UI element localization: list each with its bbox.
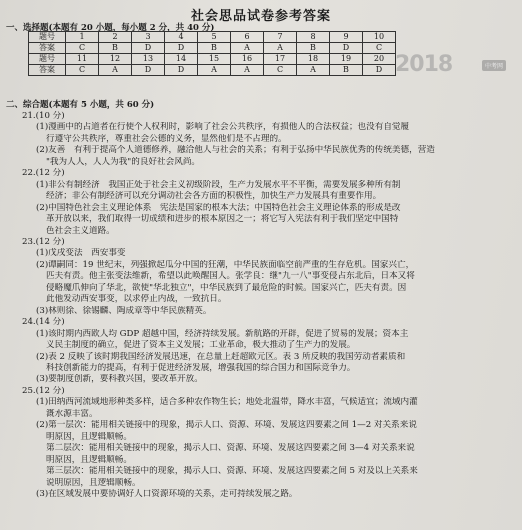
answer-line: (2)第一层次：能用相关链接中的现象，揭示人口、资源、环境、发展这四要素之间 1—2 对关系来说 [36, 420, 417, 431]
question-number: 9 [330, 32, 363, 43]
question-number: 16 [231, 54, 264, 65]
question-number: 15 [198, 54, 231, 65]
answer-line: 革开放以来，我们取得一切成绩和进步的根本原因之一；将它写入宪法有利于我们坚定中国特 [46, 214, 399, 225]
table-row [29, 32, 396, 43]
table-row [29, 54, 396, 65]
answer-line: 明原因，且逻辑顺畅。 [46, 431, 132, 442]
comprehensive-answers [14, 111, 510, 500]
question-number: 8 [297, 32, 330, 43]
question-number: 4 [165, 32, 198, 43]
answer-line: 溉水源丰富。 [46, 408, 98, 419]
answer-line: 明原因，且逻辑顺畅。 [46, 454, 132, 465]
answer-line: 经济；非公有制经济可以充分调动社会各方面的积极性，加快生产力发展具有重要作用。 [46, 191, 382, 202]
question-number: 19 [330, 54, 363, 65]
answer-cell: C [66, 65, 99, 76]
section-2-heading: 二、综合题(本题有 5 小题，共 60 分) [6, 100, 155, 110]
answer-cell: A [198, 65, 231, 76]
answer-line: 义民主制度的确立，促进了资本主义发展；工业革命，极大推动了生产力的发展。 [46, 340, 356, 351]
answer-cell: A [231, 65, 264, 76]
answer-cell: C [264, 65, 297, 76]
question-heading: 23.(12 分) [22, 236, 65, 247]
answer-line: (2)谭嗣同：19 世纪末，列强掀起瓜分中国的狂潮，中华民族面临空前严重的生存危机。国家兴亡， [36, 259, 415, 270]
table-row [29, 65, 396, 76]
table-row [29, 43, 396, 54]
question-number: 18 [297, 54, 330, 65]
answer-line: (2)表 2 反映了该时期我国经济发展迅速，在总量上赶超欧元区。表 3 所反映的我国劳动者素质和 [36, 351, 406, 362]
answer-cell: A [99, 65, 132, 76]
row-label: 题号 [29, 32, 66, 43]
answer-cell: D [330, 43, 363, 54]
answer-cell: A [264, 43, 297, 54]
answer-line: (3)林则徐、徐锡麟、陶成章等中华民族精英。 [36, 305, 212, 316]
answer-cell: B [99, 43, 132, 54]
watermark-badge: 中考网 [482, 60, 506, 71]
answer-line: (3)在区域发展中要协调好人口资源环境的关系，走可持续发展之路。 [36, 488, 298, 499]
question-heading: 21.(10 分) [22, 111, 65, 121]
question-number: 12 [99, 54, 132, 65]
answer-line: 第三层次：能用相关链接中的现象，揭示人口、资源、环境、发展这四要素之间 5 对及以上关系来 [46, 466, 418, 477]
page-title: 社会思品试卷参考答案 [190, 9, 331, 24]
answer-line: "我为人人，人人为我"的良好社会风尚。 [46, 156, 201, 167]
answer-line: 第二层次：能用相关链接中的现象，揭示人口、资源、环境、发展这四要素之间 3—4 对关系来说 [46, 443, 415, 454]
answer-line: (1)戊戌变法 西安事变 [36, 248, 126, 259]
question-heading: 24.(14 分) [22, 317, 65, 328]
question-number: 14 [165, 54, 198, 65]
question-heading: 25.(12 分) [22, 385, 65, 396]
question-number: 17 [264, 54, 297, 65]
answer-table [28, 31, 396, 76]
answer-cell: C [66, 43, 99, 54]
answer-cell: D [132, 43, 165, 54]
answer-cell: A [297, 65, 330, 76]
answer-cell: D [165, 43, 198, 54]
question-number: 5 [198, 32, 231, 43]
question-number: 2 [99, 32, 132, 43]
answer-line: (2)友善 有利于提高个人道德修养，融洽他人与社会的关系；有利于弘扬中华民族优秀的传统美德，营造 [36, 145, 435, 156]
question-number: 1 [66, 32, 99, 43]
answer-line: 色社会主义道路。 [46, 225, 115, 236]
question-number: 20 [363, 54, 396, 65]
answer-line: 行遵守公共秩序，尊重社会公德的义务，显然他们是不占理的。 [46, 133, 287, 144]
row-label: 题号 [29, 54, 66, 65]
answer-cell: A [231, 43, 264, 54]
answer-cell: D [132, 65, 165, 76]
answer-cell: D [363, 65, 396, 76]
question-heading: 22.(12 分) [22, 168, 65, 179]
row-label: 答案 [29, 65, 66, 76]
answer-line: (1)该时期内西欧人均 GDP 超越中国，经济持续发展。新航路的开辟，促进了贸易的发展；资本主 [36, 328, 409, 339]
question-number: 6 [231, 32, 264, 43]
answer-line: (1)田纳西河流域地形种类多样，适合多种农作物生长；地处北温带，降水丰富，气候适宜；流域内灌 [36, 397, 418, 408]
answer-cell: B [297, 43, 330, 54]
row-label: 答案 [29, 43, 66, 54]
question-number: 13 [132, 54, 165, 65]
answer-cell: D [165, 65, 198, 76]
answer-line: 侵略魔爪伸向了华北，欲使"华北独立"，中华民族到了最危险的时候。国家兴亡，匹夫有责。因 [46, 282, 407, 293]
answer-line: 匹夫有责。他主张变法维新，希望以此唤醒国人。张学良：继"九一八"事变侵占东北后，日本又将 [46, 271, 415, 282]
answer-line: (2)中国特色社会主义理论体系 宪法是国家的根本大法；中国特色社会主义理论体系的形成是改 [36, 202, 401, 213]
question-number: 7 [264, 32, 297, 43]
answer-cell: B [330, 65, 363, 76]
answer-line: 说明原因，且逻辑顺畅。 [46, 477, 141, 488]
question-number: 3 [132, 32, 165, 43]
answer-line: 科技创新能力的提高，有利于促进经济发展，增强我国的综合国力和国际竞争力。 [46, 362, 356, 373]
watermark-logo: 2018 [395, 52, 453, 77]
answer-line: (3)要制度创新，要科教兴国，要改革开放。 [36, 374, 203, 385]
answer-line: (1)漫画中的占道者在行使个人权利时，影响了社会公共秩序，有损他人的合法权益；也没有自觉履 [36, 122, 410, 133]
answer-line: (1)非公有制经济 我国正处于社会主义初级阶段，生产力发展水平不平衡，需要发展多种所有制 [36, 179, 401, 190]
answer-line: 此他发动西安事变，以求停止内战，一致抗日。 [46, 294, 227, 305]
section-1-heading: 一、选择题(本题有 20 小题，每小题 2 分，共 40 分) [6, 23, 215, 33]
question-number: 11 [66, 54, 99, 65]
answer-cell: B [198, 43, 231, 54]
answer-cell: C [363, 43, 396, 54]
question-number: 10 [363, 32, 396, 43]
